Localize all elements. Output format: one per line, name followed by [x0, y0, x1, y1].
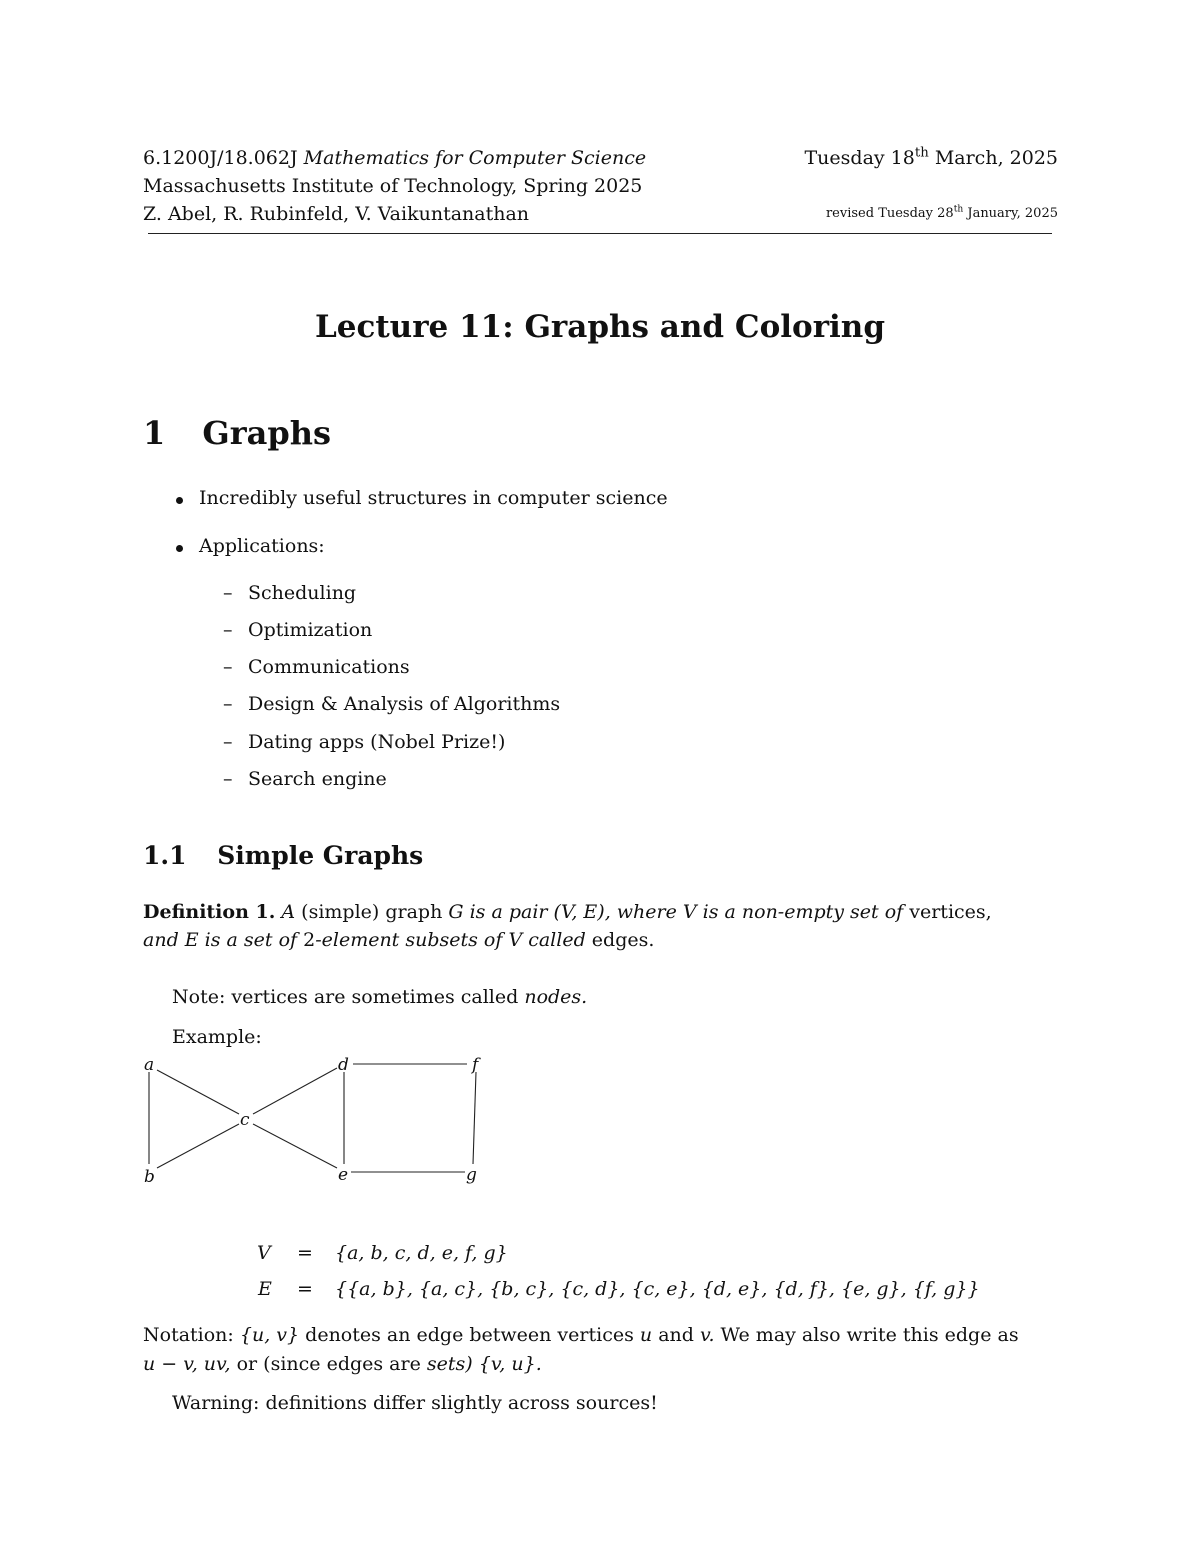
set-e-lhs: E	[258, 1278, 272, 1300]
vertex-label: d	[338, 1055, 349, 1075]
revised-date	[826, 206, 1058, 221]
edge-a-c	[157, 1070, 239, 1114]
application-item: Design & Analysis of Algorithms	[248, 693, 561, 715]
revised-sup: th	[953, 204, 964, 215]
example-label: Example:	[172, 1026, 262, 1048]
edge-b-c	[157, 1124, 239, 1168]
vertex-label: a	[144, 1055, 155, 1075]
vertex-label: e	[338, 1165, 349, 1185]
definition-text: G is a pair (V, E), where V is a non-empty set of	[448, 901, 904, 923]
warning: Warning: definitions differ slightly across sources!	[172, 1392, 658, 1414]
revised-suffix: January, 2025	[963, 206, 1058, 221]
note-text: Note: vertices are sometimes called	[172, 986, 519, 1008]
application-item: Communications	[248, 656, 410, 678]
subsection-title: Simple Graphs	[217, 841, 424, 870]
vertex-label: b	[144, 1167, 155, 1187]
edge-c-e	[253, 1124, 337, 1168]
set-v-rhs: {a, b, c, d, e, f, g}	[335, 1242, 508, 1264]
notation-math: v.	[699, 1324, 715, 1346]
date-suffix: March, 2025	[928, 147, 1058, 169]
definition-text: -element subsets of V called	[315, 929, 586, 951]
notation-text: and	[658, 1324, 694, 1346]
notation-math: u − v, uv,	[143, 1353, 231, 1375]
edge-f-g	[473, 1072, 476, 1164]
definition-text: A	[281, 901, 296, 923]
notation-math: u	[639, 1324, 653, 1346]
dash-marker: –	[223, 582, 233, 604]
dash-marker: –	[223, 768, 233, 790]
revised-prefix: revised Tuesday 28	[825, 206, 954, 221]
definition-text: and E is a set of	[143, 929, 298, 951]
bullet-dot	[176, 497, 183, 504]
set-v-eq: =	[297, 1242, 313, 1264]
dash-marker: –	[223, 619, 233, 641]
notation-text: We may also write this edge as	[720, 1324, 1019, 1346]
definition-label: Definition 1.	[143, 901, 276, 923]
dash-marker: –	[223, 693, 233, 715]
edge-c-d	[253, 1068, 337, 1114]
lecture-date	[805, 144, 1059, 172]
vertex-label: f	[472, 1055, 479, 1075]
notation-math: {u, v}	[239, 1324, 300, 1346]
application-item: Optimization	[248, 619, 373, 641]
application-item: Search engine	[248, 768, 387, 790]
definition-term: edges.	[591, 929, 655, 951]
notation-text: denotes an edge between vertices	[305, 1324, 634, 1346]
application-item: Dating apps (Nobel Prize!)	[248, 731, 506, 753]
course-name: Mathematics for Computer Science	[303, 147, 647, 169]
date-prefix: Tuesday 18	[804, 147, 915, 169]
definition-line-1	[143, 901, 992, 923]
example-graph	[135, 1050, 495, 1190]
bullet-item: Incredibly useful structures in computer science	[199, 487, 668, 509]
notation-text: Notation:	[143, 1324, 234, 1346]
definition-line-2	[143, 929, 654, 951]
course-header	[143, 144, 646, 172]
subsection-heading	[143, 841, 423, 870]
section-title: Graphs	[202, 414, 331, 452]
definition-term: (simple) graph	[301, 901, 443, 923]
subsection-number: 1.1	[143, 841, 187, 870]
set-e-eq: =	[297, 1278, 313, 1300]
dash-marker: –	[223, 656, 233, 678]
vertex-label: g	[466, 1165, 477, 1185]
application-item: Scheduling	[248, 582, 357, 604]
section-number: 1	[143, 414, 166, 452]
notation-line-2	[143, 1353, 542, 1375]
set-e-rhs: {{a, b}, {a, c}, {b, c}, {c, d}, {c, e}, {d, e}, {d, f}, {e, g}, {f, g}}	[335, 1278, 980, 1300]
notation-emphasis: sets)	[426, 1353, 473, 1375]
bullet-dot	[176, 545, 183, 552]
note-emphasis: nodes.	[524, 986, 588, 1008]
date-sup: th	[914, 145, 929, 161]
vertex-label: c	[240, 1110, 250, 1130]
dash-marker: –	[223, 731, 233, 753]
lecture-title: Lecture 11: Graphs and Coloring	[314, 309, 886, 345]
note	[172, 986, 587, 1008]
notation-text: or (since edges are	[236, 1353, 421, 1375]
definition-term: vertices,	[909, 901, 992, 923]
notation-line-1	[143, 1324, 1019, 1346]
course-number: 6.1200J/18.062J	[143, 147, 298, 169]
institution: Massachusetts Institute of Technology, Spring 2025	[143, 175, 643, 197]
header-rule	[148, 233, 1052, 234]
set-v-lhs: V	[257, 1242, 271, 1264]
notation-math: {v, u}.	[478, 1353, 542, 1375]
bullet-item: Applications:	[199, 535, 325, 557]
section-heading	[143, 414, 331, 452]
authors: Z. Abel, R. Rubinfeld, V. Vaikuntanathan	[143, 203, 530, 225]
definition-number: 2	[303, 929, 316, 951]
